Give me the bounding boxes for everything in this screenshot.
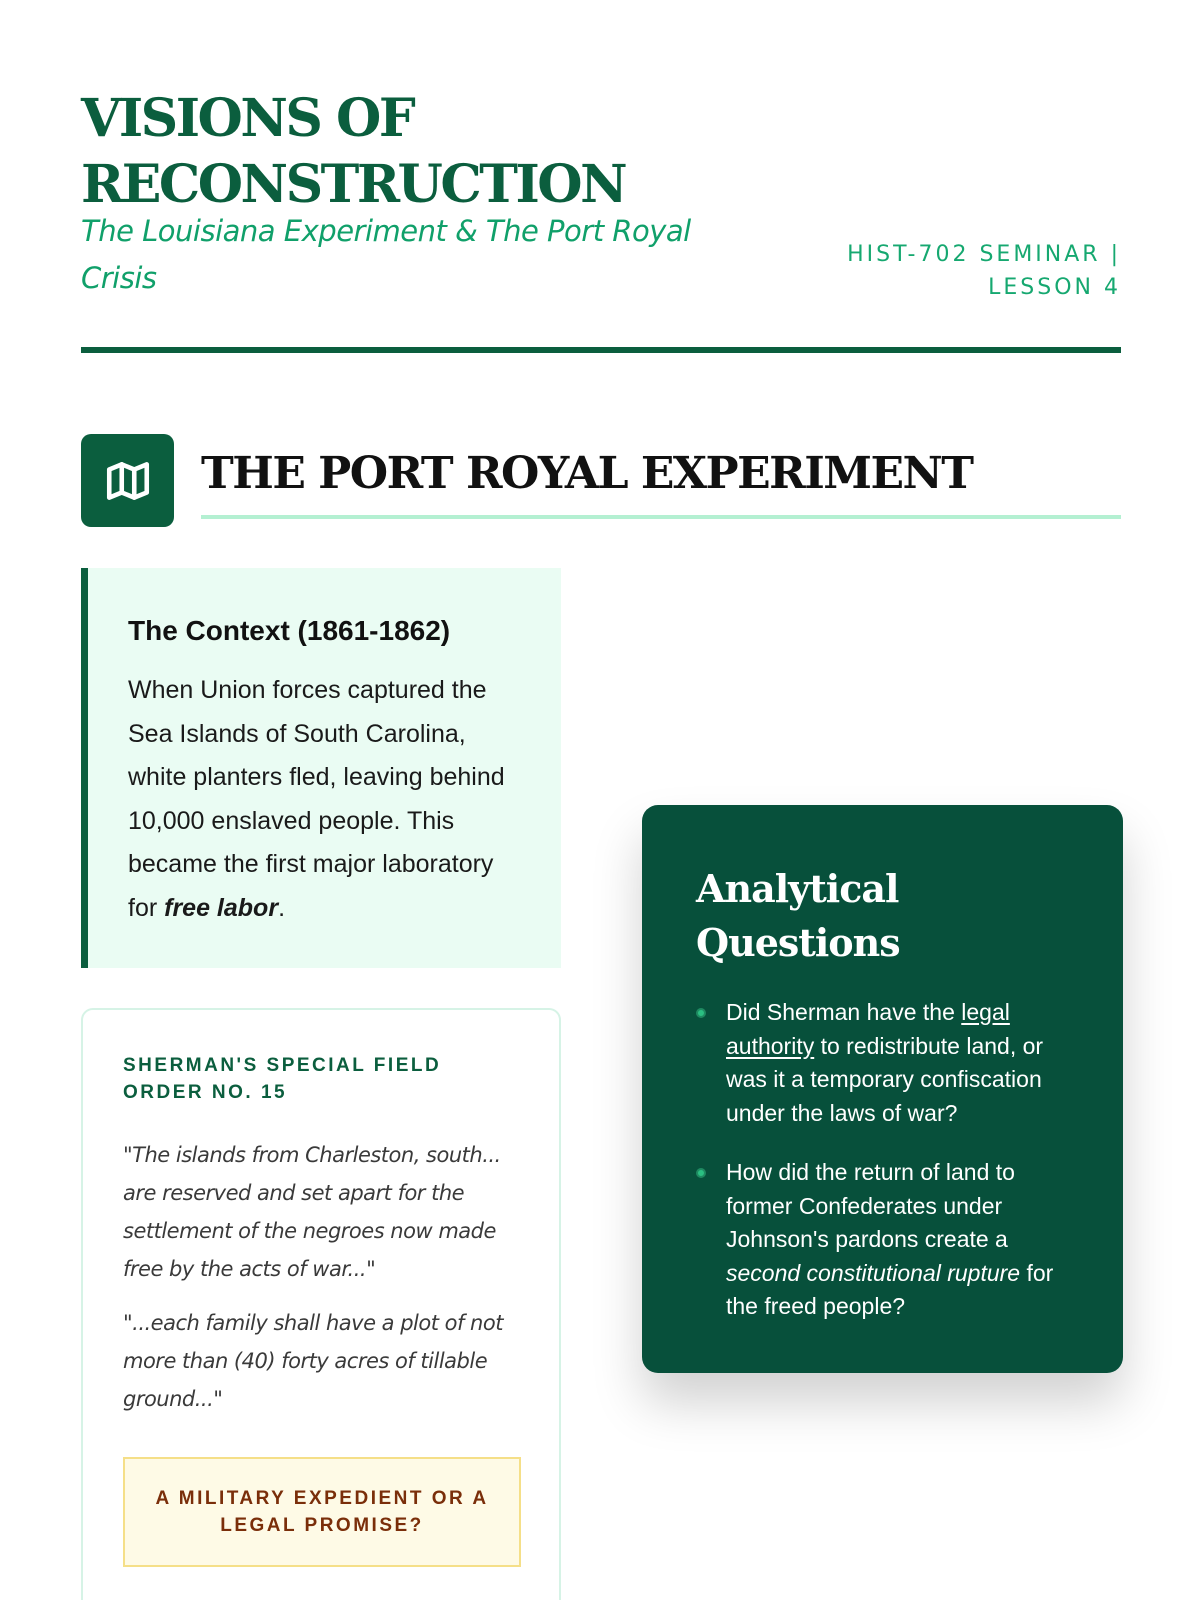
context-body	[128, 669, 523, 930]
page-subtitle: The Louisiana Experiment & The Port Royal Crisis	[81, 214, 691, 295]
context-panel	[81, 568, 561, 968]
course-label: HIST-702 SEMINAR | LESSON 4	[847, 242, 1121, 300]
question-underline: legal authority	[726, 999, 1010, 1059]
section-title: THE PORT ROYAL EXPERIMENT	[201, 448, 973, 499]
question-item	[696, 1156, 1071, 1324]
callout-question: A MILITARY EXPEDIENT OR A LEGAL PROMISE?	[123, 1457, 521, 1567]
context-heading: The Context (1861-1862)	[128, 615, 451, 646]
question-text: to redistribute land, or was it a temporary confiscation under the laws of war?	[726, 1032, 1044, 1126]
questions-list	[696, 996, 1071, 1324]
bullet-icon	[696, 1168, 706, 1178]
map-icon	[81, 434, 174, 527]
analytical-questions-card	[642, 805, 1123, 1373]
field-order-quote: "The islands from Charleston, south... are reserved and set apart for the settlement of the negroes now made free by the acts of war..."	[123, 1143, 501, 1281]
questions-title: Analytical Questions	[696, 866, 900, 965]
question-italic: second constitutional rupture	[726, 1259, 1021, 1286]
question-text: How did the return of land to former Confederates under Johnson's pardons create a	[726, 1159, 1015, 1252]
question-text: Did Sherman have the	[726, 999, 962, 1025]
context-end: .	[278, 893, 286, 922]
field-order-title: SHERMAN'S SPECIAL FIELD ORDER NO. 15	[123, 1055, 442, 1103]
question-item	[696, 996, 1071, 1130]
context-emphasis: free labor	[164, 893, 279, 922]
page-title: VISIONS OF RECONSTRUCTION	[81, 88, 626, 215]
field-order-panel	[81, 1008, 561, 1600]
document-header	[81, 86, 1121, 302]
section-divider	[201, 515, 1121, 519]
bullet-icon	[696, 1008, 706, 1018]
header-divider	[81, 347, 1121, 353]
question-text: for the freed people?	[726, 1259, 1054, 1319]
field-order-quote: "...each family shall have a plot of not more than (40) forty acres of tillable ground..."	[123, 1311, 503, 1411]
context-text: When Union forces captured the Sea Islands of South Carolina, white planters fled, leaving behind 10,000 enslaved people. This became the first major laboratory for	[128, 676, 505, 922]
